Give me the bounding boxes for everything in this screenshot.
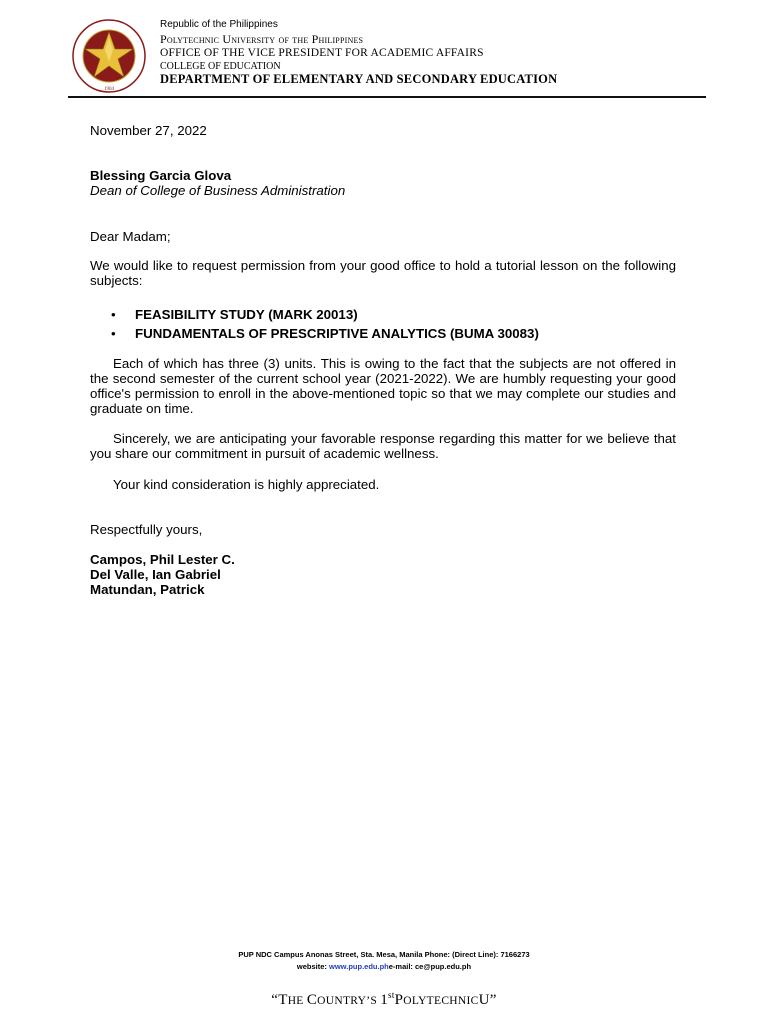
letterhead: [160, 20, 557, 85]
subjects-list: [90, 305, 539, 343]
intro-paragraph: We would like to request permission from your good office to hold a tutorial lesson on the following subjects:: [90, 258, 676, 288]
recipient-title: Dean of College of Business Administration: [90, 183, 346, 198]
list-item: [90, 324, 539, 343]
letterhead-college: COLLEGE OF EDUCATION: [160, 60, 281, 72]
salutation: Dear Madam;: [90, 229, 171, 244]
letterhead-department: DEPARTMENT OF ELEMENTARY AND SECONDARY EDUCATION: [160, 71, 558, 86]
recipient-name: Blessing Garcia Glova: [90, 168, 232, 183]
bullet-icon: •: [111, 307, 116, 322]
motto-part: 1: [380, 992, 389, 1008]
subject-label: FEASIBILITY STUDY (MARK 20013): [135, 307, 358, 322]
body-paragraph-appreciation: Your kind consideration is highly appreciated.: [113, 477, 380, 492]
motto-part: HE: [287, 995, 307, 1007]
footer-address: PUP NDC Campus Anonas Street, Sta. Mesa, Manila Phone: (Direct Line): 7166273: [238, 950, 530, 959]
motto-part: U”: [478, 992, 497, 1008]
motto-part: P: [394, 992, 404, 1008]
letterhead-office: OFFICE OF THE VICE PRESIDENT FOR ACADEMIC AFFAIRS: [160, 47, 484, 59]
letterhead-country: Republic of the Philippines: [160, 19, 278, 30]
footer-website-link[interactable]: www.pup.edu.ph: [329, 962, 389, 971]
letter-date: November 27, 2022: [90, 123, 207, 138]
motto-part: C: [306, 992, 318, 1008]
university-motto: [0, 990, 768, 1009]
motto-part: OUNTRY’S: [317, 995, 381, 1007]
signer-name: Del Valle, Ian Gabriel: [90, 567, 221, 582]
bullet-icon: •: [111, 326, 116, 341]
university-seal-logo: [65, 18, 153, 94]
list-item: [90, 305, 539, 324]
signer-name: Matundan, Patrick: [90, 582, 205, 597]
closing: Respectfully yours,: [90, 522, 203, 537]
motto-part: “T: [271, 992, 288, 1008]
svg-text:1904: 1904: [104, 87, 114, 92]
signatories: [90, 552, 235, 597]
subject-label: FUNDAMENTALS OF PRESCRIPTIVE ANALYTICS (BUMA 30083): [135, 326, 539, 341]
body-paragraph-response: Sincerely, we are anticipating your favorable response regarding this matter for we believe that you share our commitment in pursuit of academic wellness.: [90, 431, 676, 461]
footer-contact: [0, 962, 768, 971]
motto-part: st: [388, 990, 395, 1000]
letterhead-divider: [68, 96, 706, 98]
footer-website-label: website:: [296, 962, 330, 971]
motto-part: OLYTECHNIC: [403, 995, 479, 1007]
letterhead-university: Polytechnic University of the Philippines: [160, 32, 364, 46]
footer-email: e-mail: ce@pup.edu.ph: [388, 962, 472, 971]
signer-name: Campos, Phil Lester C.: [90, 552, 235, 567]
body-paragraph-units: Each of which has three (3) units. This is owing to the fact that the subjects are not offered in the second semester of the current school year (2021-2022). We are humbly requesting your good office's permission to enroll in the above-mentioned topic so that we may complete our studies and graduate on time.: [90, 356, 676, 416]
